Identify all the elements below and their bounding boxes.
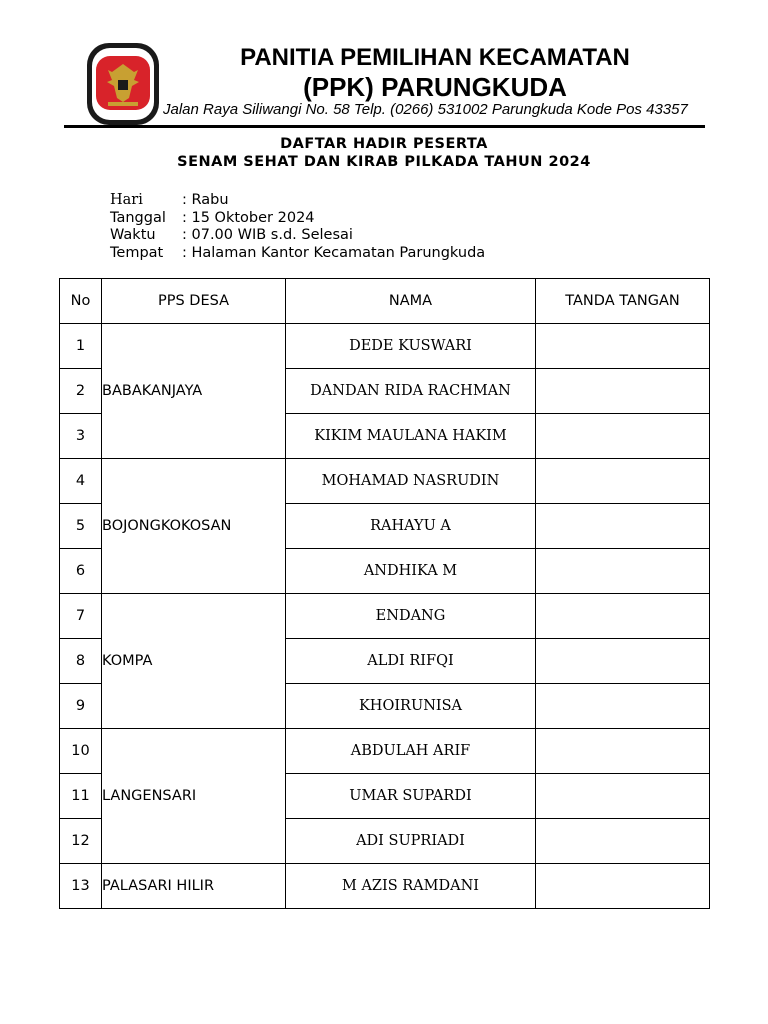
signature-cell[interactable]: [536, 414, 710, 459]
row-number: 3: [60, 414, 102, 459]
signature-cell[interactable]: [536, 729, 710, 774]
row-number: 2: [60, 369, 102, 414]
document-title: DAFTAR HADIR PESERTA: [280, 136, 488, 152]
signature-cell[interactable]: [536, 639, 710, 684]
info-value: : 15 Oktober 2024: [182, 209, 315, 226]
signature-cell[interactable]: [536, 459, 710, 504]
row-number: 9: [60, 684, 102, 729]
event-info: [110, 192, 485, 262]
document-subtitle: SENAM SEHAT DAN KIRAB PILKADA TAHUN 2024: [177, 154, 591, 170]
participant-name: DEDE KUSWARI: [286, 324, 536, 369]
desa-cell: KOMPA: [102, 594, 286, 729]
participant-name: M AZIS RAMDANI: [286, 864, 536, 909]
participant-name: KIKIM MAULANA HAKIM: [286, 414, 536, 459]
participant-name: UMAR SUPARDI: [286, 774, 536, 819]
info-label: Tempat: [110, 244, 164, 261]
signature-cell[interactable]: [536, 774, 710, 819]
info-row-tanggal: [110, 210, 485, 228]
col-header-signature: TANDA TANGAN: [536, 279, 710, 324]
row-number: 11: [60, 774, 102, 819]
table-row: [60, 594, 710, 639]
row-number: 8: [60, 639, 102, 684]
participant-name: ALDI RIFQI: [286, 639, 536, 684]
row-number: 13: [60, 864, 102, 909]
info-label: Tanggal: [110, 209, 166, 226]
signature-cell[interactable]: [536, 369, 710, 414]
row-number: 6: [60, 549, 102, 594]
table-row: [60, 324, 710, 369]
org-name-line2: (PPK) PARUNGKUDA: [303, 72, 567, 102]
kpu-logo: [86, 42, 160, 126]
participant-name: MOHAMAD NASRUDIN: [286, 459, 536, 504]
info-row-waktu: [110, 227, 485, 245]
org-name-line1: PANITIA PEMILIHAN KECAMATAN: [240, 44, 630, 71]
row-number: 4: [60, 459, 102, 504]
row-number: 10: [60, 729, 102, 774]
participant-name: DANDAN RIDA RACHMAN: [286, 369, 536, 414]
row-number: 12: [60, 819, 102, 864]
row-number: 1: [60, 324, 102, 369]
info-label: Hari: [110, 192, 143, 208]
signature-cell[interactable]: [536, 324, 710, 369]
info-row-tempat: [110, 245, 485, 263]
info-value: : Rabu: [182, 192, 229, 208]
col-header-desa: PPS DESA: [102, 279, 286, 324]
signature-cell[interactable]: [536, 864, 710, 909]
signature-cell[interactable]: [536, 684, 710, 729]
org-address: Jalan Raya Siliwangi No. 58 Telp. (0266) 531002 Parungkuda Kode Pos 43357: [163, 101, 688, 118]
participant-name: ANDHIKA M: [286, 549, 536, 594]
info-label: Waktu: [110, 227, 156, 243]
row-number: 5: [60, 504, 102, 549]
participant-name: ENDANG: [286, 594, 536, 639]
table-row: [60, 459, 710, 504]
col-header-no: No: [60, 279, 102, 324]
signature-cell[interactable]: [536, 594, 710, 639]
desa-cell: LANGENSARI: [102, 729, 286, 864]
participant-name: ABDULAH ARIF: [286, 729, 536, 774]
header-divider: [64, 125, 705, 128]
info-value: : Halaman Kantor Kecamatan Parungkuda: [182, 244, 486, 261]
table-row: [60, 729, 710, 774]
row-number: 7: [60, 594, 102, 639]
desa-cell: PALASARI HILIR: [102, 864, 286, 909]
attendance-table: [59, 278, 710, 909]
signature-cell[interactable]: [536, 504, 710, 549]
info-row-hari: [110, 192, 485, 210]
signature-cell[interactable]: [536, 819, 710, 864]
participant-name: ADI SUPRIADI: [286, 819, 536, 864]
col-header-nama: NAMA: [286, 279, 536, 324]
participant-name: KHOIRUNISA: [286, 684, 536, 729]
table-row: [60, 864, 710, 909]
table-header-row: [60, 279, 710, 324]
participant-name: RAHAYU A: [286, 504, 536, 549]
info-value: : 07.00 WIB s.d. Selesai: [182, 227, 353, 243]
desa-cell: BABAKANJAYA: [102, 324, 286, 459]
desa-cell: BOJONGKOKOSAN: [102, 459, 286, 594]
signature-cell[interactable]: [536, 549, 710, 594]
